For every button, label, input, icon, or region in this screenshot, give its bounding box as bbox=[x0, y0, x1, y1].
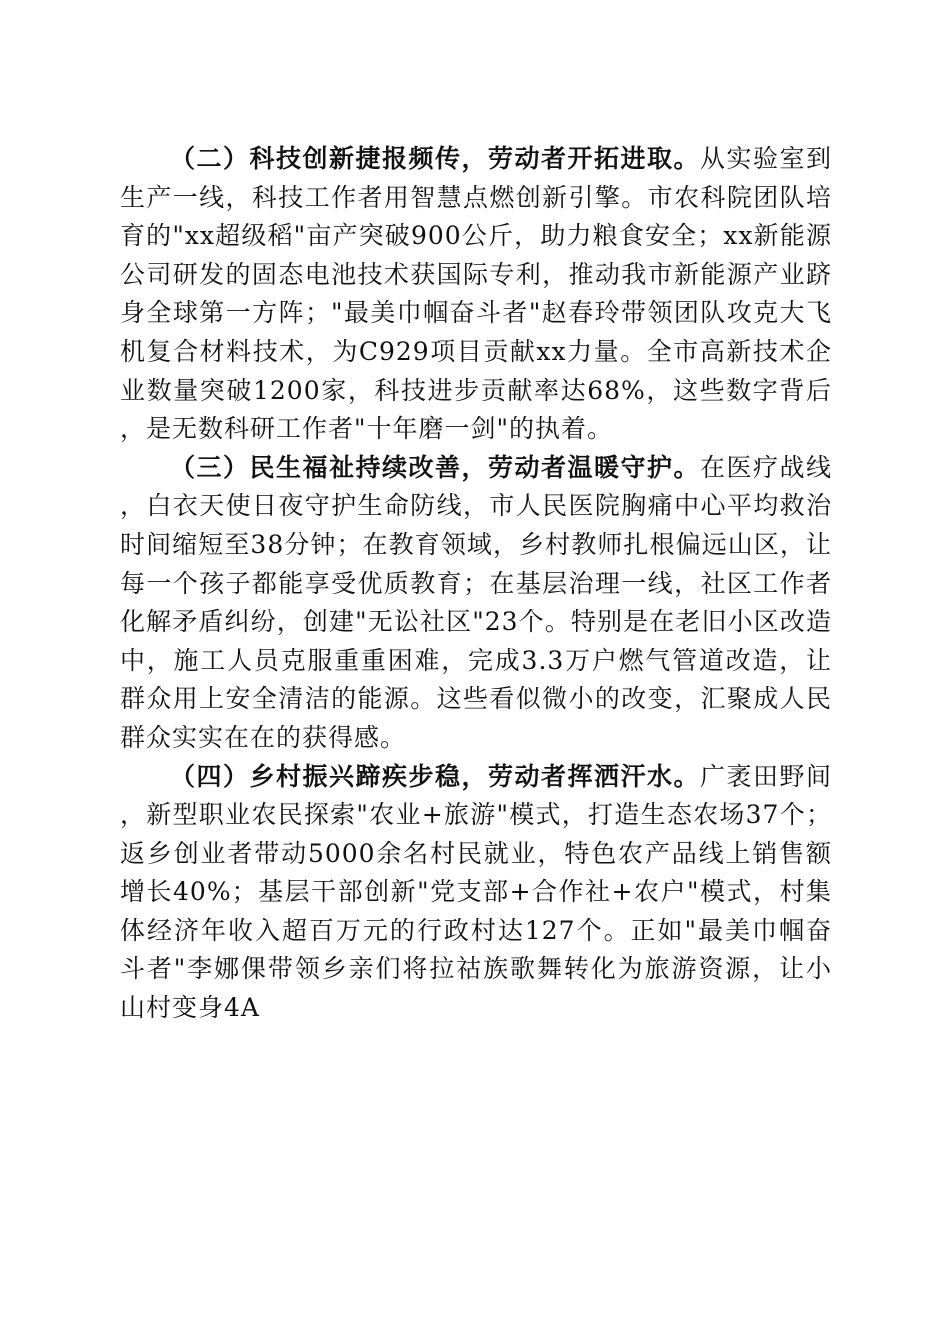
paragraph-heading: （二）科技创新捷报频传，劳动者开拓进取。 bbox=[170, 144, 700, 173]
paragraph-tech-innovation bbox=[120, 140, 832, 449]
paragraph-rural-revitalization bbox=[120, 758, 832, 1028]
document-page bbox=[120, 140, 832, 1028]
paragraph-heading: （四）乡村振兴蹄疾步稳，劳动者挥洒汗水。 bbox=[170, 761, 700, 791]
paragraph-body: 从实验室到生产一线，科技工作者用智慧点燃创新引擎。市农科院团队培育的"xx超级稻"亩产突破900公斤，助力粮食安全；xx新能源公司研发的固态电池技术获国际专利，推动我市新能源产业跻身全球第一方阵；"最美巾帼奋斗者"赵春玲带领团队攻克大飞机复合材料技术，为C929项目贡献xx力量。全市高新技术企业数量突破1200家，科技进步贡献率达68%，这些数字背后，是无数科研工作者"十年磨一剑"的执着。 bbox=[120, 144, 832, 444]
paragraph-livelihood bbox=[120, 449, 832, 758]
paragraph-body: 广袤田野间，新型职业农民探索"农业+旅游"模式，打造生态农场37个；返乡创业者带动5000余名村民就业，特色农产品线上销售额增长40%；基层干部创新"党支部+合作社+农户"模式，村集体经济年收入超百万元的行政村达127个。正如"最美巾帼奋斗者"李娜倮带领乡亲们将拉祜族歌舞转化为旅游资源，让小山村变身4A bbox=[120, 761, 832, 1023]
paragraph-heading: （三）民生福祉持续改善，劳动者温暖守护。 bbox=[170, 452, 700, 482]
paragraph-body: 在医疗战线，白衣天使日夜守护生命防线，市人民医院胸痛中心平均救治时间缩短至38分钟；在教育领域，乡村教师扎根偏远山区，让每一个孩子都能享受优质教育；在基层治理一线，社区工作者化解矛盾纠纷，创建"无讼社区"23个。特别是在老旧小区改造中，施工人员克服重重困难，完成3.3万户燃气管道改造，让群众用上安全清洁的能源。这些看似微小的改变，汇聚成人民群众实实在在的获得感。 bbox=[120, 452, 832, 752]
